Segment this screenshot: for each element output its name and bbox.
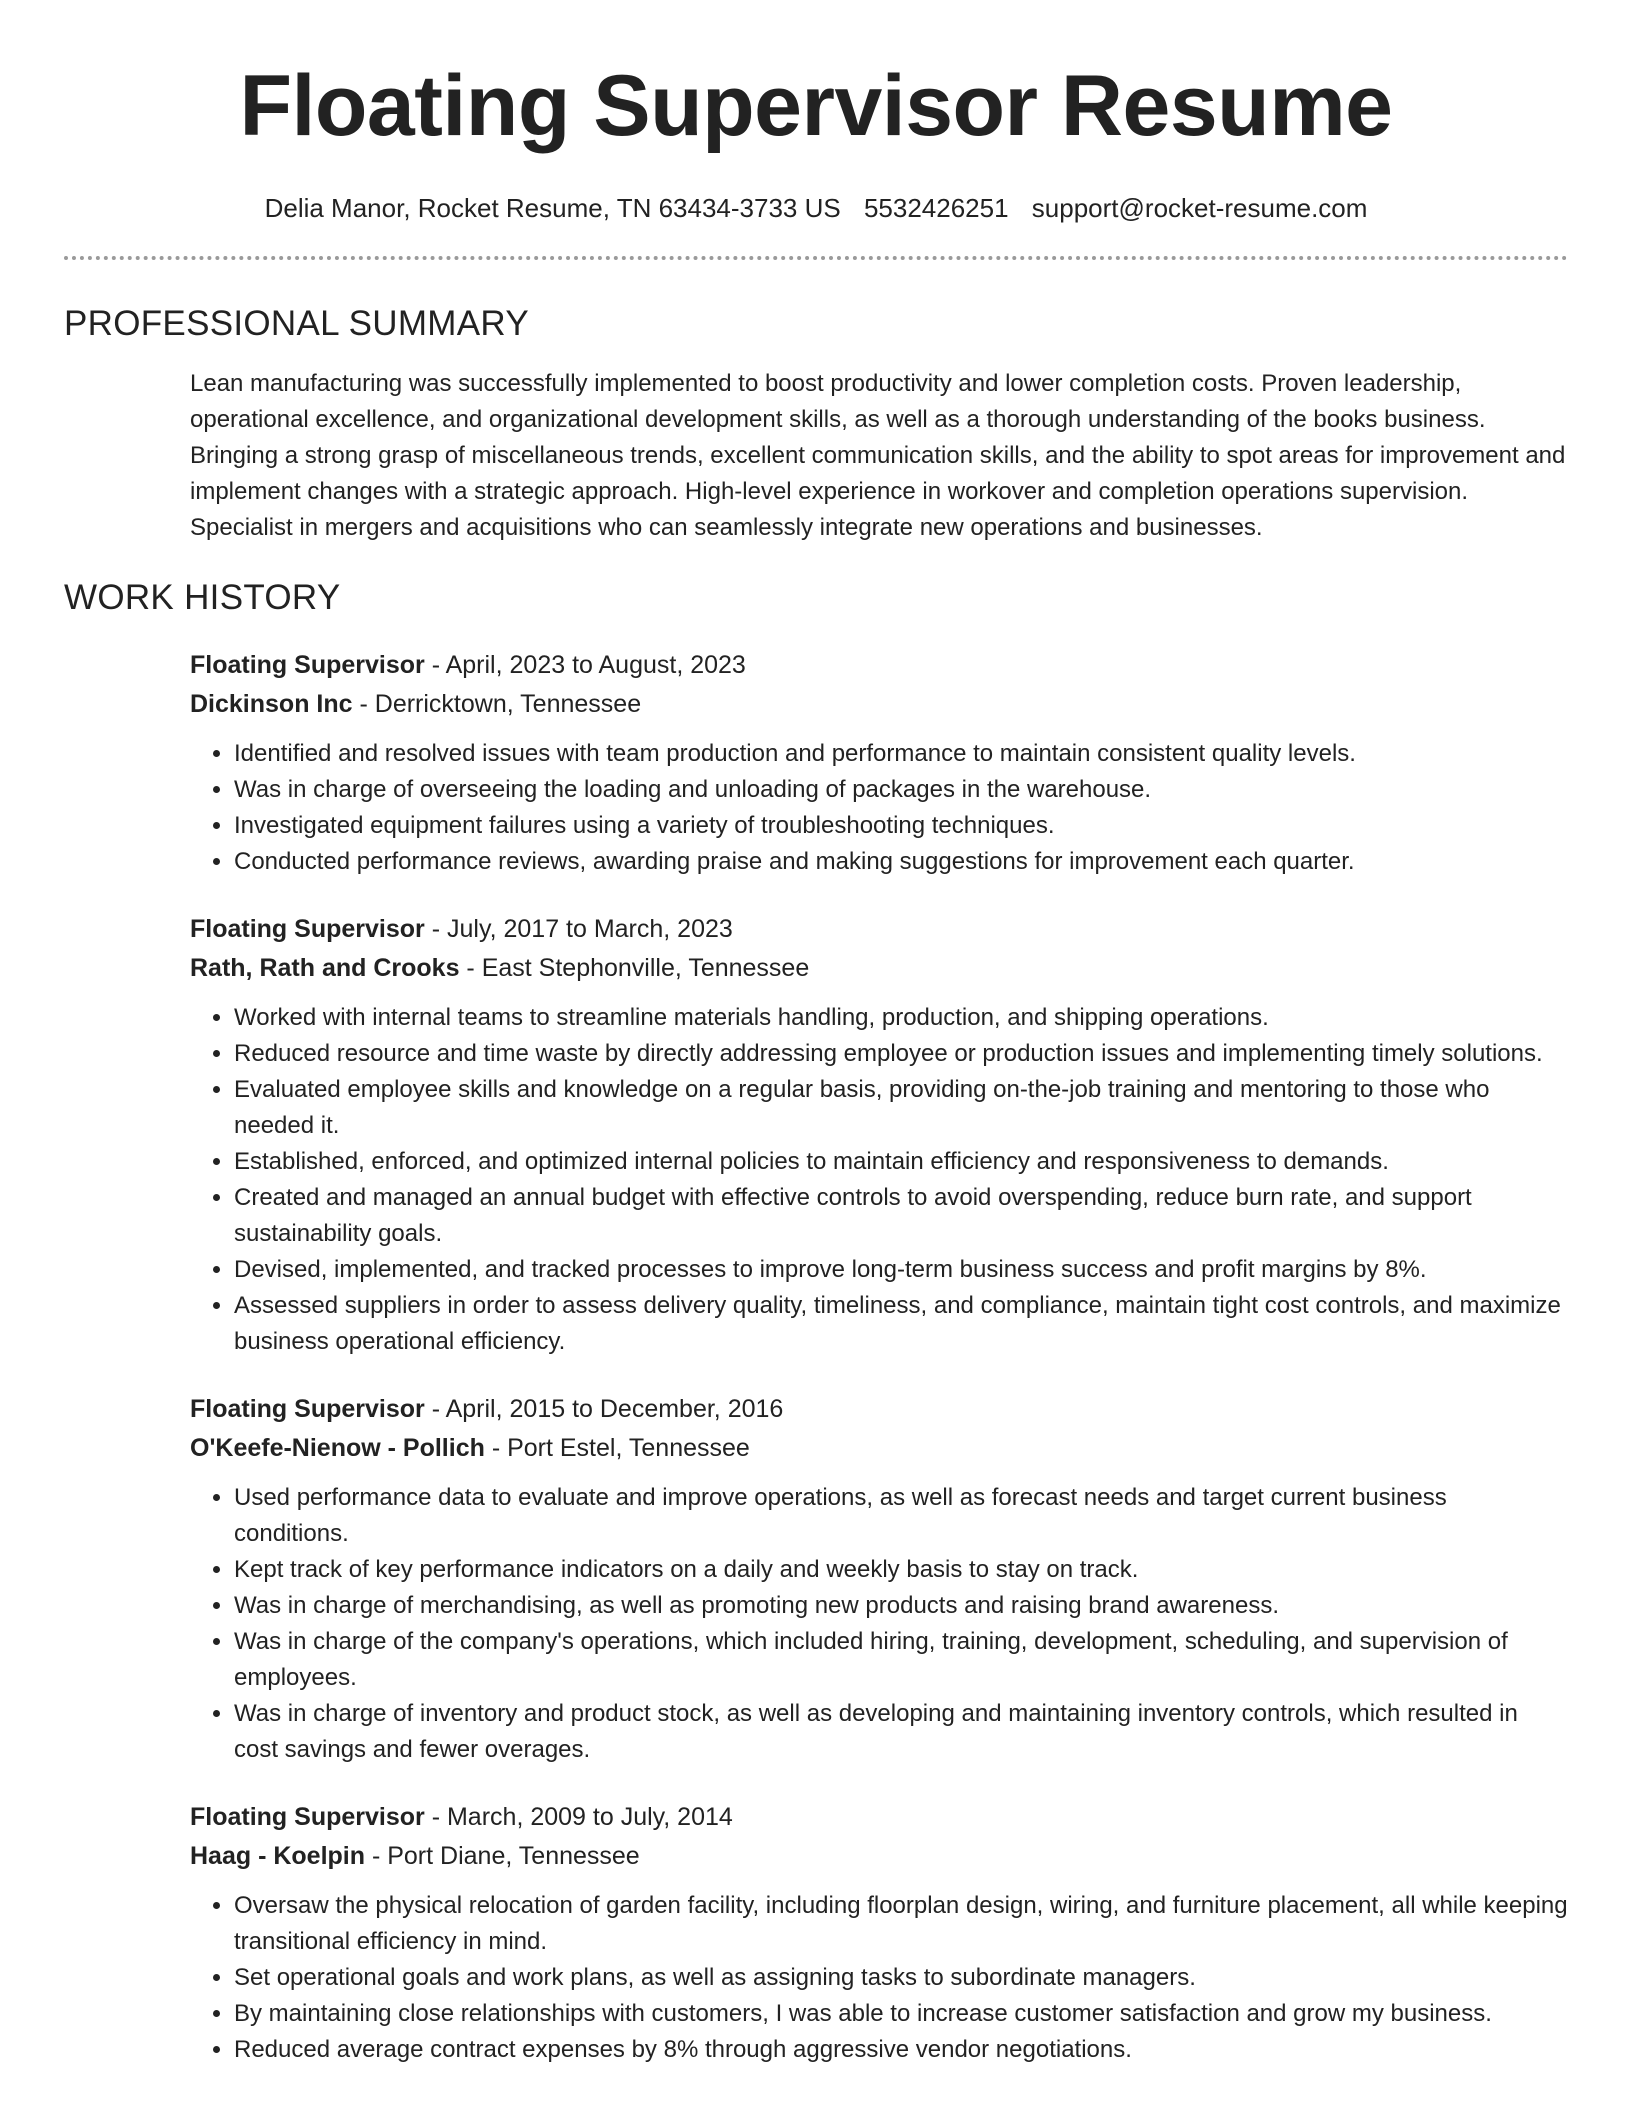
job-bullet-list [190,736,1568,880]
job-bullet: • Was in charge of overseeing the loading and unloading of packages in the warehouse. [234,772,1568,808]
job-company: O'Keefe-Nienow - Pollich [190,1434,485,1462]
job-entry [190,1390,1568,1768]
job-bullet-list [190,1888,1568,2068]
job-company-line [190,1837,1568,1876]
job-bullet: • Was in charge of merchandising, as well as promoting new products and raising brand awareness. [234,1588,1568,1624]
work-history-section [64,578,1568,2068]
section-heading-summary: PROFESSIONAL SUMMARY [64,304,529,343]
job-bullet: • Reduced resource and time waste by directly addressing employee or production issues and implementing timely solutions. [234,1036,1568,1072]
contact-phone: 5532426251 [863,193,1009,223]
job-dates: - July, 2017 to March, 2023 [424,915,733,943]
job-bullet: • Identified and resolved issues with team production and performance to maintain consistent quality levels. [234,736,1568,772]
job-company-line [190,685,1568,724]
job-title: Floating Supervisor [190,651,425,679]
job-bullet: • By maintaining close relationships with customers, I was able to increase customer satisfaction and grow my business. [234,1996,1568,2032]
contact-email: support@rocket-resume.com [1031,193,1368,223]
job-title-line [190,1390,1568,1429]
professional-summary-section [64,304,1568,546]
job-dates: - April, 2015 to December, 2016 [424,1395,784,1423]
job-location: - East Stephonville, Tennessee [459,954,810,982]
job-bullet: • Evaluated employee skills and knowledge on a regular basis, providing on-the-job training and mentoring to those who needed it. [234,1072,1568,1144]
job-bullet: • Reduced average contract expenses by 8% through aggressive vendor negotiations. [234,2032,1568,2068]
job-company: Rath, Rath and Crooks [190,954,460,982]
job-title: Floating Supervisor [190,1395,425,1423]
job-company-line [190,949,1568,988]
resume-title: Floating Supervisor Resume [239,58,1393,154]
job-list [190,646,1568,2068]
job-entry [190,910,1568,1360]
job-dates: - March, 2009 to July, 2014 [424,1803,733,1831]
job-location: - Port Estel, Tennessee [484,1434,750,1462]
job-bullet: • Was in charge of inventory and product stock, as well as developing and maintaining inventory controls, which resulted in cost savings and fewer overages. [234,1696,1568,1768]
job-bullet: • Created and managed an annual budget with effective controls to avoid overspending, reduce burn rate, and support sustainability goals. [234,1180,1568,1252]
header-divider [64,256,1568,260]
job-company: Haag - Koelpin [190,1842,366,1870]
summary-text: Lean manufacturing was successfully implemented to boost productivity and lower completion costs. Proven leadership, operational excellence, and organizational development skills, as well as a thorough understanding of the books business. Bringing a strong grasp of miscellaneous trends, excellent communication skills, and the ability to spot areas for improvement and implement changes with a strategic approach. High-level experience in workover and completion operations supervision. Specialist in mergers and acquisitions who can seamlessly integrate new operations and businesses. [190,370,1566,541]
job-bullet: • Devised, implemented, and tracked processes to improve long-term business success and profit margins by 8%. [234,1252,1568,1288]
section-heading-work-history: WORK HISTORY [64,578,341,617]
contact-address: Delia Manor, Rocket Resume, TN 63434-3733 US [264,193,841,223]
job-bullet: • Oversaw the physical relocation of garden facility, including floorplan design, wiring, and furniture placement, all while keeping transitional efficiency in mind. [234,1888,1568,1960]
job-bullet: • Conducted performance reviews, awarding praise and making suggestions for improvement each quarter. [234,844,1568,880]
job-bullet: • Worked with internal teams to streamline materials handling, production, and shipping operations. [234,1000,1568,1036]
job-title-line [190,1798,1568,1837]
job-bullet: • Used performance data to evaluate and improve operations, as well as forecast needs and target current business conditions. [234,1480,1568,1552]
job-bullet: • Established, enforced, and optimized internal policies to maintain efficiency and responsiveness to demands. [234,1144,1568,1180]
contact-info [64,192,1568,224]
job-bullet-list [190,1000,1568,1360]
job-title: Floating Supervisor [190,915,425,943]
job-entry [190,1798,1568,2068]
job-bullet-list [190,1480,1568,1768]
job-bullet: • Set operational goals and work plans, as well as assigning tasks to subordinate managers. [234,1960,1568,1996]
job-company: Dickinson Inc [190,690,353,718]
job-location: - Derricktown, Tennessee [352,690,642,718]
job-bullet: • Assessed suppliers in order to assess delivery quality, timeliness, and compliance, maintain tight cost controls, and maximize business operational efficiency. [234,1288,1568,1360]
job-bullet: • Was in charge of the company's operations, which included hiring, training, development, scheduling, and supervision of employees. [234,1624,1568,1696]
job-title-line [190,646,1568,685]
job-bullet: • Investigated equipment failures using a variety of troubleshooting techniques. [234,808,1568,844]
job-location: - Port Diane, Tennessee [365,1842,640,1870]
job-bullet: • Kept track of key performance indicators on a daily and weekly basis to stay on track. [234,1552,1568,1588]
job-title: Floating Supervisor [190,1803,425,1831]
job-title-line [190,910,1568,949]
job-dates: - April, 2023 to August, 2023 [424,651,746,679]
job-company-line [190,1429,1568,1468]
job-entry [190,646,1568,880]
